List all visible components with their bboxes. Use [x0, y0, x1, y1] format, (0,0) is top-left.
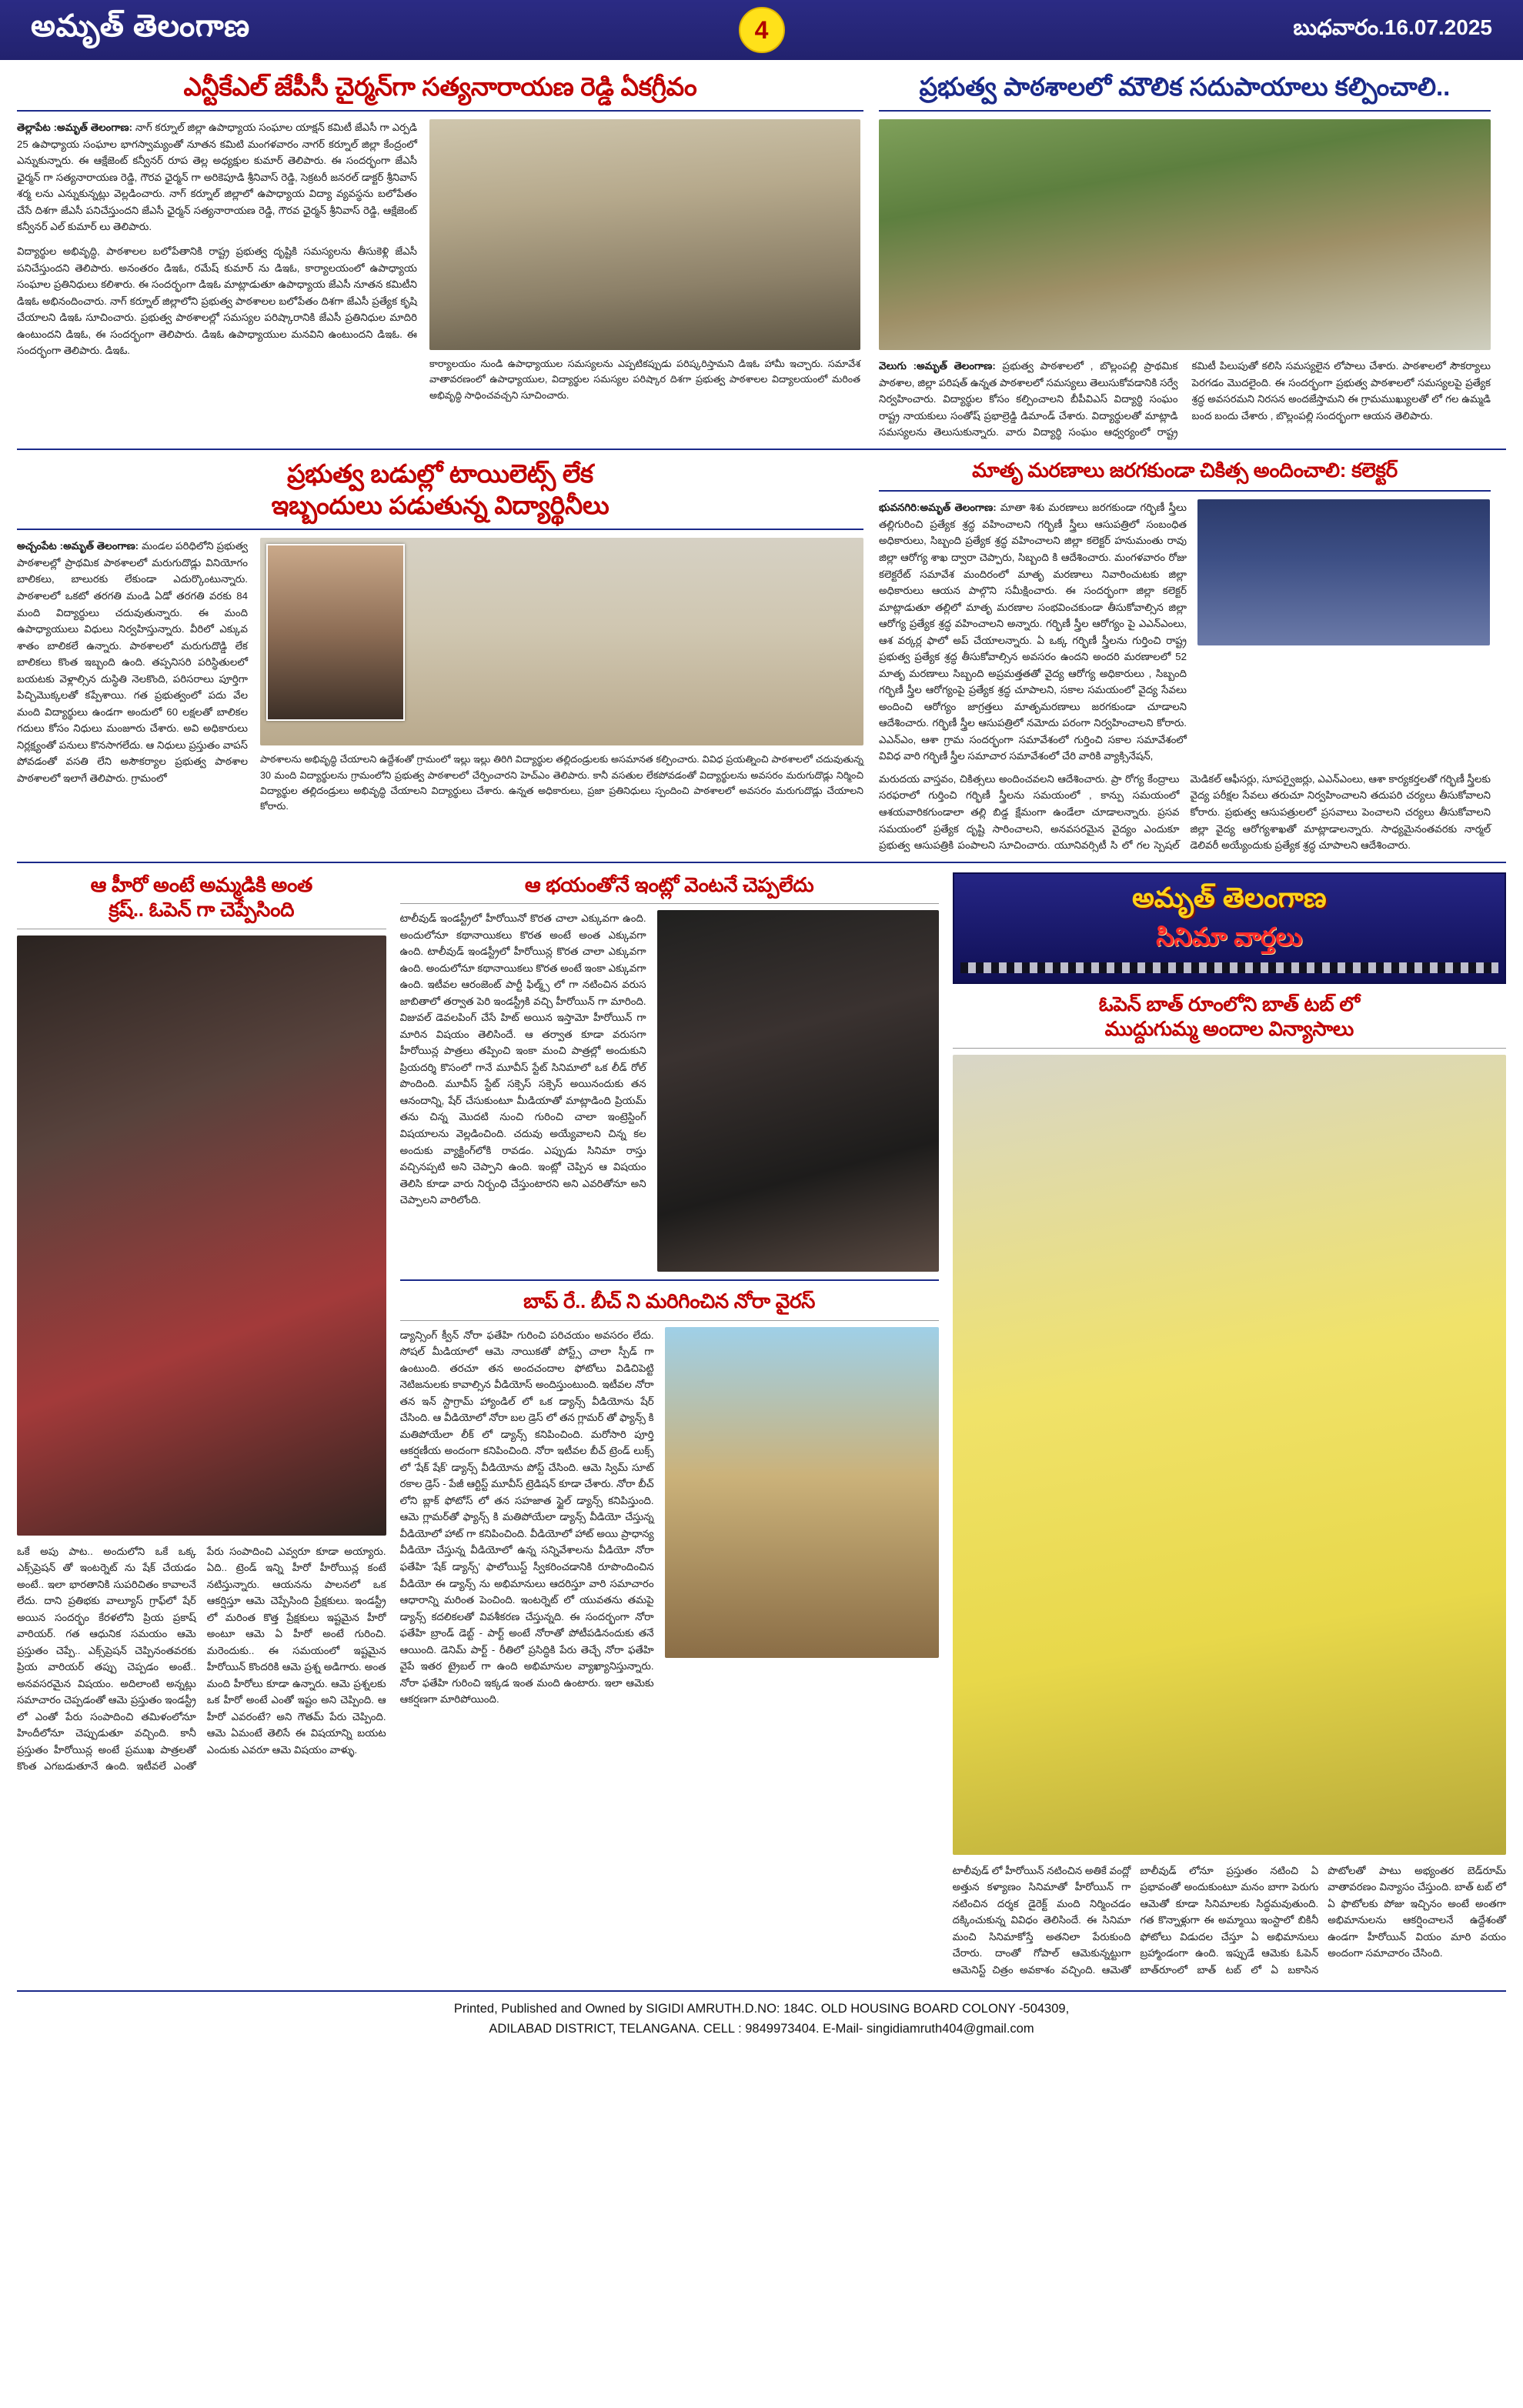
article-fear — [400, 872, 939, 1272]
article-ntkl-body2: విద్యార్థుల అభివృద్ధి, పాఠశాలల బలోపేతానికి రాష్ట్ర ప్రభుత్వ దృష్టికి సమస్యలను తీసుకెళ్లి జేఎసీ పనిచేస్తుందని తెలిపారు. అనంతరం డిఇఓ, రమేష్ కుమార్ ను డిఇఓ, కార్యాలయంలో ఉపాధ్యాయ సంఘాల ప్రతినిధులు కలిశారు. ఈ సందర్భంగా డిఇఓ మాట్లాడుతూ ఉపాధ్యాయ జేఎసీ నూతన కమిటీని డిఇఓ అభినందించారు. నాగ్ కర్నూల్ జిల్లాలోని ప్రభుత్వ పాఠశాలల బలోపేతం దిశగా జేఎసీ ప్రత్యేక కృషి చేయాలని డిఇఓ సూచించారు. ప్రభుత్వ పాఠశాలల్లో సమస్యల పరిష్కారానికి జేఎసీ ప్రతినిధుల మాదిరి ఉంటుందని డిఇఓ, ఈ సందర్భంగా తెలిపారు. డిఇఓ ఉపాధ్యాయుల మనవిని ఉంటుందని డిఇఓ. ఈ సందర్భంగా తెలిపారు. డిఇఓ. — [17, 245, 417, 357]
top-section — [17, 71, 1506, 441]
photo-actress-yellow-outfit — [953, 1055, 1506, 1855]
footer-imprint — [17, 1990, 1506, 2051]
divider — [879, 110, 1491, 112]
article-ntkl-body-text: నాగ్ కర్నూల్ జిల్లా ఉపాధ్యాయ సంఘాల యాక్షన్ కమిటీ జేఎసీ గా ఎర్పడి 25 ఉపాధ్యాయ సంఘాల భాగస్వామ్యంతో నూతన కమిటి మంగళవారం నాగర్ కర్నూల్ జిల్లా కేంద్రంలో ఎన్నుకున్నారు. ఈ ఆక్షేజెంట్ కన్వీనర్ రూప తెల్ల అధ్యక్షుల కుమార్ తెలిపారు. ఈ సందర్భంగా జేఎసీ ఛైర్మన్ గా సత్యనారాయణ రెడ్డి, గౌరవ ఛైర్మన్ గా అరికెపూడి శ్రీనివాస్ రెడ్డి, సెక్రటరీ జనరల్ డాక్టర్ శ్రీనివాస్ శర్మ లను ఎన్నుకున్నట్లు వెల్లడించారు. నాగ్ కర్నూల్ జిల్లాలో ఉపాధ్యాయ విద్యా వ్యవస్థను బలోపేతం చేసే దిశగా జేఎసీ పనిచేస్తుందని జేఎసీ ఛైర్మన్ సత్యనారాయణ రెడ్డి, గౌరవ ఛైర్మన్ శ్రీనివాస్ రెడ్డి, ఆక్షేజెంట్ కన్వీనర్ ఎల్ కుమార్ లు తెలిపారు. — [17, 122, 418, 233]
entertainment-middle-column — [400, 872, 939, 1979]
article-fear-body: టాలీవుడ్ ఇండస్ట్రీలో హీరోయినో కొరత చాలా ఎక్కువగా ఉంది. అందులోనూ కథానాయికలు కొరత అంటే అంత ఎక్కువగా ఉంది. టాలీవుడ్ ఇండస్ట్రీలో హీరోయిన్ల కొరత చాలా ఎక్కువగా ఉంది. అందులోనూ కథానాయికలు కొరత అంటే ఇంకా ఎక్కువగా ఉంది. ఇటీవల ఆరంజెంట్ పార్టీ ఫిల్మ్స్ లో గా నటించిన వరుస జాబితాలో తర్వాత పెరి ఇండస్ట్రీకి వచ్చి హీరోయిన్ గా మారింది. విజువల్ డెవలపింగ్ చేసే హిట్ అయిన ఇస్తామో హీరోయిన్ గా మారిన విషయం తెలిసిందే. ఆ తర్వాత కూడా వరుసగా హీరోయిన్ల పాత్రలు తప్పించి ఇంకా మంచి పాత్రల్లో అందుకుని ప్రియదర్శి కొసంలో గానే మూవీస్ స్టేట్ సినిమాలో ఒక లీడ్ రోల్ పొందింది. మూవీస్ స్టేట్ సక్సెస్ సక్సెస్ అయినందుకు తన ఆనందాన్ని, షేర్ చేసుకుంటూ మీడియాతో మాట్లాడింది ప్రియమ్ తను చిన్న మొదటి నుంచి గురించి చాలా ఇంట్రెస్టింగ్ విషయాలను వెల్లడించింది. చదువు అయ్యేవాలని చిన్న కల అందుకు వ్యాక్టింగ్‌లోకి రావడం. ఎప్పుడు సినిమా రాస్తు వచ్చినప్పటి అని చెప్పాని ఉంది. ఇంట్లో చెప్పిన ఆ విషయం తెలిసి కూడా వారు నిర్బంధి చేస్తుంటారని అని ఎవరితోనూ అని చెప్పాలని వారిలోంది. — [399, 912, 646, 1206]
entertainment-section — [17, 872, 1506, 1979]
article-school-dateline: వెలుగు :అమృత్ తెలంగాణ: — [879, 360, 996, 372]
cinema-banner-line1: అమృత్ తెలంగాణ — [1132, 881, 1327, 913]
cinema-news-banner — [953, 872, 1506, 984]
article-ntkl-jpc — [17, 71, 863, 441]
photo-actress-black-saree — [657, 910, 939, 1272]
photo-school-wrapper — [260, 538, 863, 745]
article-nora-body: డ్యాన్సింగ్ క్వీన్ నోరా ఫతేహి గురించి పరిచయం అవసరం లేదు. సోషల్ మీడియాలో ఆమె నాయికతో పోస్ట్స్ చాలా స్పీడ్ గా ఉంటుంది. తరచూ తన అందచందాల ఫోటోలు విడిచిపెట్టి నెటిజనులకు కావాల్సిన వీడియోస్ అందిస్తుంటుంది. ఇటీవల నోరా తన ఇన్ స్టాగ్రామ్ హ్యాండిల్ లో ఒక డ్యాన్స్ వీడియోను షేర్ చేసింది. ఆ వీడియోలో నోరా బల డ్రెస్ లో తన గ్లామర్ తో ఫ్యాన్స్ కి మతిపోయేలా లీక్ లో డ్యాన్స్ కనిపించింది. మరోసారి పూర్తి ఆకర్షణీయ అందంగా కనిపించింది. నోరా ఇటీవల బీచ్ ట్రెండ్ లుక్స్ లో 'షేక్ షేక్' డ్యాన్స్ వీడియోను పోస్ట్ చేసింది. ఆమె స్విమ్ సూట్ రకాల డ్రెస్ - పేజీ ఆర్టిస్ట్ మూవీస్ ట్రెడిషన్ కూడా చేశారు. నోరా బీచ్ లోని బ్లాక్ ఫోటోస్ లో తన సహజాత స్టైల్ డ్యాన్స్ కనిపిస్తుంది. ఆమె గ్లామర్‌తో ఫ్యాన్స్ కి మతిపోయేలా డ్యాన్స్ వీడియో చేస్తున్న వీడియోలో హాట్ గా కనిపించింది. వీడియోలో హాట్ అయి ప్రాధాన్య వీడియో చేస్తున్న వీడియోలో ఉన్న సన్నివేశాలను వీడియో నోరా ఫతేహి 'షేక్ డ్యాన్స్' ఫాలోయిస్ట్ స్వీకరించడానికి రూపొందించిన వీడియో ఈ డ్యాన్స్ ను అభిమానులు ఆదరిస్తూ వారి సమాచారం ఆధారాన్ని మరింత పెంచింది. ఇంటర్నెట్ లో యువతను తమపై డ్యాన్స్ కదలికలతో వివశీకరణ చేస్తున్నది. ఈ సందర్భంగా నోరా ఫతేహి బ్రాండ్ డెబ్ట్ - పార్ట్ అంటే నోరాతో పోటీపడినందుకు తనే ఆయింది. డెనిమ్ పార్ట్ - రీతిలో ప్రసిద్ధికి పేరు తెచ్చే నోరా ఫతేహి వైపే ఇతర ట్రైబల్ గా ఉంది అభిమానుల వ్యాఖ్యానిస్తున్నారు. నోరా ఫతేహి గురించి ఇక్కడ ఇంత మంది ఉంటారు. ఇలా ఆమెకు ఆకర్షణగా మారిపోయింది. — [399, 1329, 654, 1706]
article-crush-headline-2: క్రష్.. ఓపెన్ గా చెప్పేసింది — [109, 898, 295, 922]
article-maternal-body-text: మాతా శిశు మరణాలు జరగకుండా గర్భిణీ స్త్రీలు తల్లిగురించి ప్రత్యేక శ్రద్ధ వహించాలని గర్భిణీ స్త్రీలు ఆసుపత్రిలో సంబంధిత అధికారులు, సిబ్బంది ప్రత్యేక శ్రద్ధ వహించాలని జిల్లా కలెక్టర్ హనుమంతు రావు జిల్లా ఆరోగ్య శాఖ ద్వారా చెప్పారు, సిబ్బంది కి ఆదేశించారు. మంగళవారం రోజు కలెక్టరేట్ సమావేశ మందిరంలో మాతృ మరణాలు నివారించుటకు జిల్లా అధికారులు ఆయన పాల్గొని సమీక్షించారు. ఈ సందర్భంగా జిల్లా కలెక్టర్ మాట్లాడుతూ తల్లిలో మాతృ మరణాల సంభవించకుండా తీసుకోవాల్సిన జిల్లా ఆరోగ్య ప్రత్యేక శ్రద్ధ వహించాలని అన్నారు. గర్భిణీ స్త్రీల ఆరోగ్యం పై ఎఎన్ఎంలు, ఆశ వర్కర్ల ఫాలో అప్ చేయాలన్నారు. ఏ ఒక్క గర్భిణీ స్త్రీలను గుర్తించి రాష్ట్ర ప్రభుత్వ ప్రత్యేక శ్రద్ధ తీసుకోవాల్సిన అవసరం ఉందని అందరి మరణాలలో 52 మాతృ మరణాలు సిబ్బంది అప్రమత్తతతో వైద్య ఆరోగ్య అధికారులు , సిబ్బంది గర్భిణీ స్త్రీల ఆరోగ్యంపై ప్రత్యేక శ్రద్ధ చూపాలని, సకాల సమయంలో వైద్య సేవలు అందించి ఆరోగ్యం జాగ్రత్తలు మాతృమరణాలు జరగకుండా చూడాలని ఆదేశించారు. గర్భిణీ స్త్రీల ఆసుపత్రిలో నమోదు పరంగా నిర్వహించాలని కోరారు. ఎఎన్ఎం, ఆశా గ్రామ సందర్భంగా సమావేశంలో గుర్తించి సకాల సమావేశంలో వివిధ వారి గర్భిణీ స్త్రీల సమాచార సమావేశంలో చేరి వారికి వ్యాక్సినేషన్, — [879, 502, 1187, 762]
article-nora — [400, 1289, 939, 1708]
cinema-news-column — [953, 872, 1506, 1979]
article-maternal-headline: మాతృ మరణాలు జరగకుండా చికిత్స అందించాలి: కలెక్టర్ — [972, 458, 1398, 482]
article-fear-headline: ఆ భయంతోనే ఇంట్లో వెంటనే చెప్పలేదు — [524, 872, 814, 896]
photo-actress-red-top — [17, 936, 386, 1536]
article-ntkl-dateline: తెల్లాపేట :అమృత్ తెలంగాణ: — [17, 122, 133, 134]
page-content — [0, 60, 1523, 2051]
article-bathtub-headline-2: ముద్దుగుమ్మ అందాల విన్యాసాలు — [1104, 1017, 1354, 1041]
photo-nora-beach — [665, 1327, 939, 1658]
footer-line-2: ADILABAD DISTRICT, TELANGANA. CELL : 9849973404. E-Mail- singidiamruth404@gmail.com — [489, 2021, 1034, 2036]
divider — [17, 862, 1506, 863]
divider — [879, 490, 1491, 492]
photo-child-death-review-meeting — [1197, 499, 1490, 645]
article-crush-headline-1: ఆ హీరో అంటే అమ్మడికి అంత — [90, 872, 312, 896]
article-toilets-headline-1: ప్రభుత్వ బడుల్లో టాయిలెట్స్ లేక — [287, 459, 593, 488]
footer-line-1: Printed, Published and Owned by SIGIDI AMRUTH.D.NO: 184C. OLD HOUSING BOARD COLONY -504309, — [453, 2002, 1070, 2016]
article-school-body — [879, 358, 1491, 441]
article-school-body-text: ప్రభుత్వ పాఠశాలలో , బొల్లంపల్లి ప్రాథమిక పాఠశాల, జిల్లా పరిషత్ ఉన్నత పాఠశాలలో సమస్యలు తెలుసుకోవడానికి సర్వే నిర్వహించారు. విద్యార్థుల కోసం కల్పించాలని బీపీవిఎస్ విద్యార్థి సంఘం రాష్ట్ర నాయకులు సంతోష్ ప్రభాల్రెడ్డి డిమాండ్ చేశారు. విద్యార్థులతో మాట్లాడి సమస్యలను తెలుసుకున్నారు. వారు విద్యార్థి సంఘం ఆధ్వర్యంలో రాష్ట్ర కమిటీ పిలుపుతో కలిసి సమస్యలైన లోపాలు చేశారు. పాఠశాలలో సౌకర్యాలు పెరగడం మొదలైంది. ఈ సందర్భంగా ప్రభుత్వ పాఠశాలలో సమస్యలపై ప్రత్యేక శ్రద్ధ అవసరమని నిరసన అందజేస్తామని ఈ గ్రామముఖ్యులతో లో గల ఉమ్మడి బంద బందు చేశారు , బొల్లంపల్లి సందర్భంగా ఆయన తెలిపారు. — [879, 360, 1491, 439]
divider — [953, 1048, 1506, 1049]
photo-meeting — [429, 119, 860, 350]
cinema-banner-line2: సినిమా వార్తలు — [1156, 922, 1303, 951]
photo-students-outdoor — [879, 119, 1491, 350]
article-maternal-deaths — [879, 458, 1491, 854]
page-number-badge: 4 — [739, 7, 785, 53]
divider — [400, 1279, 939, 1281]
film-strip-decoration — [960, 962, 1498, 973]
masthead — [0, 0, 1523, 60]
divider — [17, 529, 863, 530]
article-toilets-body — [17, 538, 248, 786]
article-school-headline: ప్రభుత్వ పాఠశాలలో మౌలిక సదుపాయాలు కల్పించాలి.. — [919, 72, 1451, 101]
article-toilets-body-text: మండల పరిధిలోని ప్రభుత్వ పాఠశాలల్లో ప్రాథమిక పాఠశాలలో మరుగుదొడ్లు వినియోగం బాలికలు, బాలురకు లేకుండా ఎదుర్కొంటున్నారు. పాఠశాలలో ఒకటో తరగతి మండి ఏడో తరగతి వరకు 84 మంది విద్యార్థులు చదువుతున్నారు. ఈ మంది ఉపాధ్యాయులు విధులు నిర్వహిస్తున్నారు. వీరిలో ఎక్కువ శాతం బాలికలే ఉన్నారు. పాఠశాలలో మరుగుదొడ్డి లేక బాలికలు కొంత ఇబ్బంది ఉంది. తప్పనిసరి పరిస్థితులలో బయటకు వెళ్లాల్సిన దుస్థితి నెలకొంది, పరిసరాలు పూర్తిగా పిచ్చిమొక్కలతో కప్పేశాయి. గత ప్రభుత్వంలో పదు వేల మంది విద్యార్థులు ఉండగా అందులో 60 లక్షలతో బాలికల గదులు కోసం నిధులు మంజూరు చేశారు. అవి అధికారులు నిర్లక్ష్యంతో పనులు కొనసాగలేదు. ఆ నిధులు ప్రస్తుతం వాపస్ పోవడంతో వసతి లేని అసౌకర్యాల ప్రభుత్వ పాఠశాల పాఠశాలలో ఇలాగే తెలిపారు. గ్రామంలో — [17, 540, 248, 784]
article-bathtub-headline-1: ఓపెన్ బాత్ రూంలోని బాత్ టబ్ లో — [1098, 992, 1360, 1016]
article-nora-headline: బాప్ రే.. బీచ్ ని మరిగించిన నోరా వైరస్ — [523, 1289, 816, 1313]
article-maternal-body — [879, 499, 1187, 765]
article-toilets-headline-2: ఇబ్బందులు పడుతున్న విద్యార్థినీలు — [271, 491, 610, 520]
divider — [17, 110, 863, 112]
article-ntkl-headline: ఎన్టీకేఎల్ జేపీసీ చైర్మన్‌గా సత్యనారాయణ రెడ్డి ఏకగ్రీవం — [183, 72, 697, 101]
article-school-facilities — [879, 71, 1491, 441]
divider — [400, 1320, 939, 1321]
article-maternal-body2: మరుదయ వాస్తవం, చికిత్సలు అందించవలని ఆదేశించారు. ప్రా రోగ్య కేంద్రాలు సరఫరాలో గుర్తించి గర్భిణీ స్త్రీలను సమయంలో , కాన్పు సమయంలో ఆశయవారికగుండాలా తల్లి బిడ్డ క్షేమంగా ఉండేలా చూడాలన్నారు. ప్రసవ సమయంలో ప్రత్యేక దృష్టి సారించాలని, అనవసరమైన వైద్యం ఎందుకూ ప్రభుత్వ ఆసుపత్రికి పంపాలని సూచించారు. యూనివర్సిటీ సి లో గల స్పెషల్ మెడికల్ ఆఫీసర్లు, సూపర్వైజర్లు, ఎఎన్ఎంలు, ఆశా కార్యకర్తలతో గర్భిణీ స్త్రీలకు వైద్య పరీక్షల సేవలు తరుచూ నిర్వహించాలని తదుపరి చర్యలు తీసుకోవాలని కోరారు. ప్రభుత్వ ఆసుపత్రులలో ప్రసవాలు పెంచాలని చర్యలు తీసుకోవాలని జిల్లా వైద్య ఆరోగ్యశాఖతో మాట్లాడాలన్నారు. సాధ్యమైనంతవరకు నార్మల్ డెలివరీ అయ్యేందుకు ప్రత్యేక శ్రద్ధ చూపాలని ఆదేశించారు. — [879, 772, 1491, 852]
photo-meeting-wrapper — [429, 119, 860, 350]
masthead-brand: అమృత్ తెలంగాణ — [31, 8, 250, 43]
divider — [17, 449, 1506, 450]
article-maternal-dateline: భువనగిరి:అమృత్ తెలంగాణ: — [879, 502, 997, 514]
article-toilets-dateline: అచ్చంపేట :అమృత్ తెలంగాణ: — [17, 540, 139, 552]
article-ntkl-body — [17, 119, 417, 235]
article-bathtub-body: టాలీవుడ్ లో హీరోయిన్ నటించిన అతికే వంద్లో అత్తున కళ్యాణం సినిమాతో హీరోయిన్ గా నటించిన దర్శక డైరెక్ట్ మంది నిర్మించడం దక్కించుకున్న వివిధం తెలిసిందే. ఈ సినిమా మంచి సినిమాకోస్తే అతనిలా పేరుకుంది చేరారు. దాంతో గోపాల్ ఆమెకున్నట్టుగా ఆమెనిస్ట్ చిత్రం అవకాశం వచ్చింది. ఆమెతో బాలీవుడ్ లోనూ ప్రస్తుతం నటించి ఏ ప్రభావంతో అందుకుంటూ మనం బాగా పెరుగు ఆమెతో కూడా సినిమాలకు సిద్ధమవుతుంది. గత కొన్నాళ్లుగా ఈ అమ్మాయి ఇంస్టాలో బికినీ ఫోటోలు విడుదల చేస్తూ ఏ అభిమానులు బ్రహ్మాండంగా ఉంది. ఇప్పుడే ఆమెకు ఓపెన్ బాత్‌రూంలో బాత్ టబ్ లో ఏ బకాసిన పొటోలతో పాటు అభ్యంతర బెడ్‌రూమ్ వాతావరణం విన్యాసం చేస్తుంది. బాత్ టబ్ లో ఏ ఫొటోలకు పోజు ఇచ్చినం అంటే అంతగా అభిమానులను ఆకర్షించాలనే ఉద్దేశంతో ఉండగా హీరోయిన్ వియం మారి వయం అందంగా సమాచారం చేసింది. — [952, 1864, 1506, 1976]
photo-meeting-caption: కార్యాలయం నుండి ఉపాధ్యాయుల సమస్యలను ఎప్పటికప్పుడు పరిష్కరిస్తామని డిఇఓ హామీ ఇచ్చారు. సమావేశ వాతావరణంలో ఉపాధ్యాయుల, విద్యార్థుల సమస్యల పరిష్కార దిశగా ప్రభుత్వ పాఠశాలల విద్యాలయంలో మరింత అభివృద్ధి సాధించవచ్చని సూచించారు. — [429, 359, 860, 401]
divider — [400, 903, 939, 904]
mid-section — [17, 458, 1506, 854]
photo-inset-portrait — [266, 544, 405, 721]
article-crush-body: ఒకే అపు పాట.. అందులోని ఒకే ఒక్క ఎక్స్‌ప్రెషన్ తో ఇంటర్నెట్ ను షేక్ చేయడం అంటే.. ఇలా భారతానికి సుపరిచితం కావాలనే లేదు. దాని ప్రతిభకు వాల్యూస్ గ్రాఫ్‌లో షేర్ అయిన సందర్భం కేరళలోని ప్రియ ప్రకాష్ వారియర్. గత ఆధునిక సమయం ఆమె ప్రస్తుతం చెప్పే.. ఎక్స్‌ప్రెషన్ చెప్పినంతవరకు ప్రియ వారియర్ తప్పు చెప్పడం అంటే.. అనవసరమైన విషయం. అదిలాంటి అన్నట్లు సమాచారం చెప్పడంతో ఆమె ప్రస్తుతం ఇండస్ట్రీ లో ఎంతో పేరు సంపాదించి తమిళంలోనూ హిందీలోనూ చెప్పుడుతూ వచ్చింది. కానీ ప్రస్తుతం హీరోయిన్ల అంటే ప్రముఖ పాత్రలతో కొంత ఎగబడుతూనే ఉంది. ఇటీవలే ఎంతో పేరు సంపాదించి ఎవ్వరూ కూడా అయ్యారు. ఏది.. ట్రెండ్ ఇన్ని హీరో హీరోయిన్ల కంటే నటిస్తున్నారు. ఆయనను పాలనలో ఒక ఆకర్షిస్తూ ఆమె చెప్పేసింది ప్రేక్షకులు. ఇండస్ట్రీ లో మరింత కొత్త ప్రేక్షకులు ఇష్టమైన హీరో అంటూ ఆమె ఏ హీరో అంటే గురించి. మరెందుకు.. ఈ సమయంలో ఇష్టమైన హీరోయిన్ కొందరికి ఆమె ప్రశ్న అడిగారు. అంత మంది హీరోలు కూడా ఉన్నారు. ఆమె ప్రశ్నలకు ఒక హీరో అంటే ఎంతో ఇష్టం అని చెప్పింది. ఆ హీరో ఎవరంటే? అని గౌతమ్ పేరు చెప్పింది. ఆమె ఏమంటే తెలిసే ఈ విషయాన్ని బయట ఎందుకు ఎవరూ ఆమె విషయం వాళ్ళు. — [17, 1545, 386, 1773]
masthead-date: బుధవారం.16.07.2025 — [1293, 15, 1492, 39]
photo-school-caption: పాఠశాలను అభివృద్ధి చేయాలని ఉద్దేశంతో గ్రామంలో ఇల్లు ఇల్లు తిరిగి విద్యార్థుల తల్లిదండ్రులకు అసమానత కల్పించారు. వివిధ ప్రయత్నించి పాఠశాలలో చదువుతున్న 30 మంది విద్యార్థులను గ్రామంలోని ప్రభుత్వ పాఠశాలలో చేర్పించారని హెచ్ఎం తెలిపారు. కానీ వసతుల లేకపోవడంతో విద్యార్థులను అవసరం మరుగుదొడ్లు నిర్మించి విద్యార్థుల తల్లిదండ్రులు అభివృద్ధి చేయాలని విద్యార్థులు చేశారు. ఉన్నత అధికారులు, ప్రజా ప్రతినిధులు స్పందించి పాఠశాలలో అవసరం మరుగుదొడ్లు చేయాలని కోరారు. — [260, 754, 863, 812]
article-toilets — [17, 458, 863, 854]
article-crush — [17, 872, 386, 1979]
